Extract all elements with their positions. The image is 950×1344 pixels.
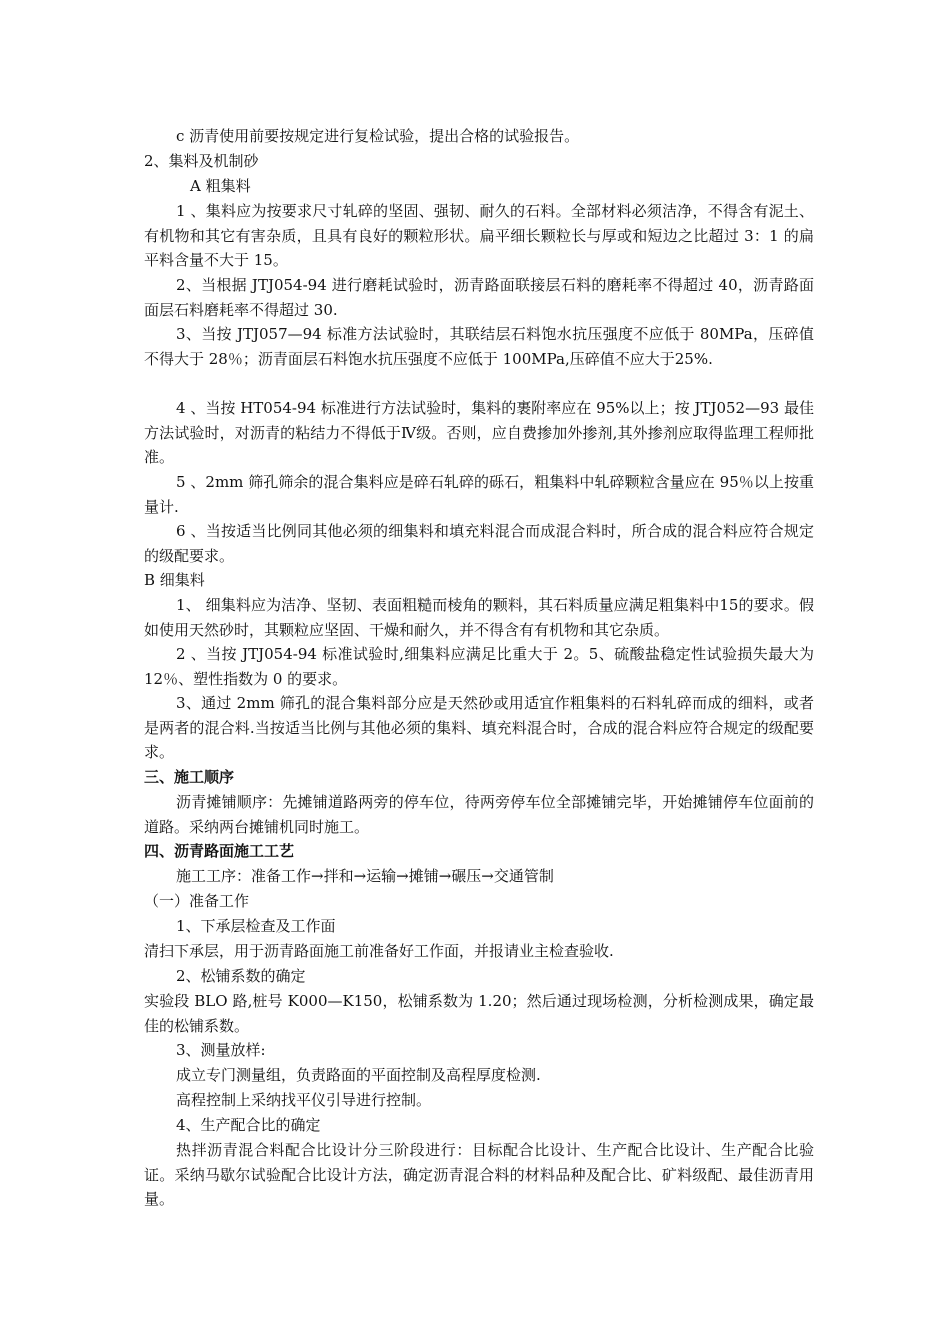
paragraph-fine-2: 2 、当按 JTJ054-94 标准试验时,细集料应满足比重大于 2。5、硫酸盐稳定性试验损失最大为 12％、塑性指数为 0 的要求。 xyxy=(144,645,814,688)
paragraph-coarse-6: 6 、当按适当比例同其他必须的细集料和填充料混合而成混合料时，所合成的混合料应符合规定的级配要求。 xyxy=(144,522,814,565)
heading-aggregates: 2、集料及机制砂 xyxy=(144,152,259,170)
paragraph-process-steps: 施工工序：准备工作→拌和→运输→摊铺→碾压→交通管制 xyxy=(176,867,554,885)
paragraph-coarse-3: 3、当按 JTJ057—94 标准方法试验时，其联结层石料饱水抗压强度不应低于 80MPa，压碎值不得大于 28％；沥青面层石料饱水抗压强度不应低于 100MPa,压碎值不应大于25%. xyxy=(144,325,814,368)
heading-subgrade-inspection: 1、下承层检查及工作面 xyxy=(176,917,336,935)
heading-mix-ratio: 4、生产配合比的确定 xyxy=(176,1116,321,1134)
paragraph-loose-paving-coefficient: 实验段 BLO 路,桩号 K000—K150，松铺系数为 1.20；然后通过现场检测，分析检测成果，确定最佳的松铺系数。 xyxy=(144,992,814,1035)
heading-preparation: （一）准备工作 xyxy=(144,892,250,910)
paragraph-coarse-5: 5 、2mm 筛孔筛余的混合集料应是碎石轧碎的砾石，粗集料中轧碎颗粒含量应在 95％以上按重量计. xyxy=(144,473,814,516)
paragraph-fine-1: 1、 细集料应为洁净、坚韧、表面粗糙而棱角的颗料，其石料质量应满足粗集料中15的要求。假如使用天然砂时，其颗粒应坚固、干燥和耐久，并不得含有有机物和其它杂质。 xyxy=(144,596,814,639)
heading-paving-process: 四、沥青路面施工工艺 xyxy=(144,842,295,860)
paragraph-asphalt-recheck: c 沥青使用前要按规定进行复检试验，提出合格的试验报告。 xyxy=(176,127,580,145)
paragraph-elevation-control: 高程控制上采纳找平仪引导进行控制。 xyxy=(176,1091,432,1109)
paragraph-coarse-4: 4 、当按 HT054-94 标准进行方法试验时，集料的裹附率应在 95%以上；按 JTJ052—93 最佳方法试验时，对沥青的粘结力不得低于Ⅳ级。否则，应自费掺加外掺剂,其外掺剂应取得监理工程师批准。 xyxy=(144,399,814,466)
paragraph-survey-team: 成立专门测量组，负责路面的平面控制及高程厚度检测. xyxy=(176,1066,541,1084)
paragraph-paving-sequence: 沥青摊铺顺序：先摊铺道路两旁的停车位，待两旁停车位全部摊铺完毕，开始摊铺停车位面前的道路。采纳两台摊铺机同时施工。 xyxy=(144,793,814,836)
heading-coarse-aggregate: A 粗集料 xyxy=(190,177,251,195)
paragraph-coarse-2: 2、当根据 JTJ054-94 进行磨耗试验时，沥青路面联接层石料的磨耗率不得超过 40，沥青路面面层石料磨耗率不得超过 30. xyxy=(144,276,814,319)
paragraph-fine-3: 3、通过 2mm 筛孔的混合集料部分应是天然砂或用适宜作粗集料的石料轧碎而成的细料，或者是两者的混合料.当按适当比例与其他必须的集料、填充料混合时，合成的混合料应符合规定的级配要求。 xyxy=(144,694,814,761)
paragraph-subgrade-cleaning: 清扫下承层，用于沥青路面施工前准备好工作面，并报请业主检查验收. xyxy=(144,942,614,960)
paragraph-mix-ratio-design: 热拌沥青混合料配合比设计分三阶段进行：目标配合比设计、生产配合比设计、生产配合比验证。采纳马歇尔试验配合比设计方法，确定沥青混合料的材料品种及配合比、矿料级配、最佳沥青用量。 xyxy=(144,1141,814,1208)
heading-survey-layout: 3、测量放样: xyxy=(176,1041,266,1059)
heading-fine-aggregate: B 细集料 xyxy=(144,571,205,589)
heading-construction-sequence: 三、施工顺序 xyxy=(144,768,235,786)
paragraph-coarse-1: 1 、集料应为按要求尺寸轧碎的坚固、强韧、耐久的石料。全部材料必须洁净，不得含有泥土、有机物和其它有害杂质，且具有良好的颗粒形状。扁平细长颗粒长与厚或和短边之比超过 3：1 的扁平料含量不大于 15。 xyxy=(144,202,814,269)
heading-loose-paving-coefficient: 2、松铺系数的确定 xyxy=(176,967,306,985)
